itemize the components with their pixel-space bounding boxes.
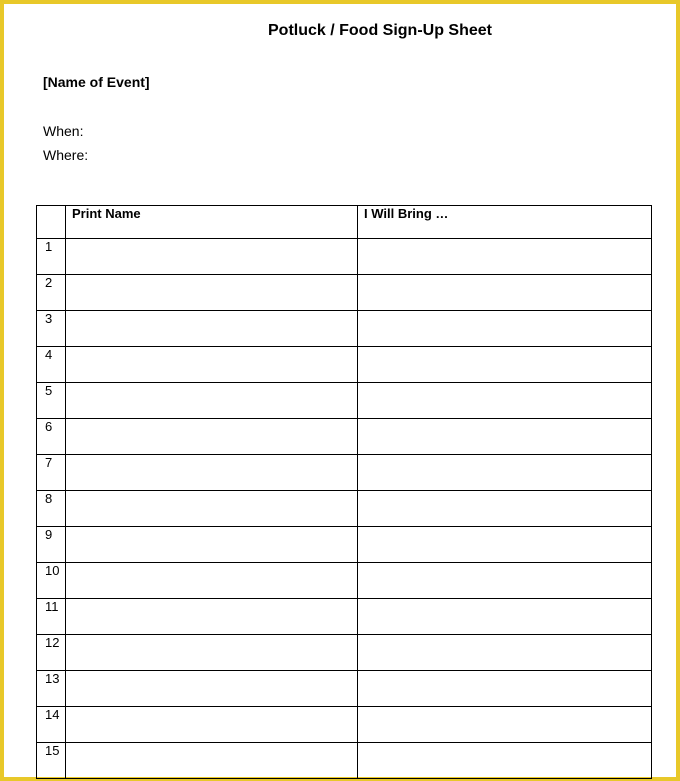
table-row [37,563,652,599]
i-will-bring-cell[interactable] [358,743,652,779]
print-name-cell[interactable] [66,419,358,455]
row-number: 9 [37,527,66,563]
row-number: 13 [37,671,66,707]
row-number: 8 [37,491,66,527]
i-will-bring-cell[interactable] [358,419,652,455]
row-number: 6 [37,419,66,455]
print-name-cell[interactable] [66,599,358,635]
table-row [37,527,652,563]
row-number: 7 [37,455,66,491]
print-name-cell[interactable] [66,455,358,491]
i-will-bring-cell[interactable] [358,383,652,419]
print-name-cell[interactable] [66,707,358,743]
row-number: 10 [37,563,66,599]
i-will-bring-cell[interactable] [358,671,652,707]
table-header-row [37,206,652,239]
i-will-bring-cell[interactable] [358,275,652,311]
print-name-cell[interactable] [66,311,358,347]
table-row [37,455,652,491]
i-will-bring-cell[interactable] [358,239,652,275]
table-row [37,347,652,383]
row-number: 5 [37,383,66,419]
row-number: 11 [37,599,66,635]
i-will-bring-cell[interactable] [358,311,652,347]
table-row [37,383,652,419]
print-name-cell[interactable] [66,563,358,599]
header-i-will-bring: I Will Bring … [358,206,652,239]
table-row [37,599,652,635]
where-label: Where: [43,147,89,163]
print-name-cell[interactable] [66,239,358,275]
print-name-cell[interactable] [66,527,358,563]
i-will-bring-cell[interactable] [358,599,652,635]
row-number: 4 [37,347,66,383]
document-title: Potluck / Food Sign-Up Sheet [268,22,492,39]
when-label: When: [43,123,84,139]
event-name: [Name of Event] [43,74,150,90]
i-will-bring-cell[interactable] [358,347,652,383]
table-row [37,311,652,347]
header-print-name: Print Name [66,206,358,239]
i-will-bring-cell[interactable] [358,527,652,563]
print-name-cell[interactable] [66,383,358,419]
row-number: 2 [37,275,66,311]
print-name-cell[interactable] [66,635,358,671]
row-number: 1 [37,239,66,275]
i-will-bring-cell[interactable] [358,707,652,743]
i-will-bring-cell[interactable] [358,455,652,491]
i-will-bring-cell[interactable] [358,635,652,671]
table-row [37,635,652,671]
signup-table [36,205,652,779]
print-name-cell[interactable] [66,347,358,383]
row-number: 3 [37,311,66,347]
row-number: 12 [37,635,66,671]
print-name-cell[interactable] [66,671,358,707]
table-row [37,239,652,275]
i-will-bring-cell[interactable] [358,563,652,599]
i-will-bring-cell[interactable] [358,491,652,527]
print-name-cell[interactable] [66,743,358,779]
table-row [37,419,652,455]
row-number: 15 [37,743,66,779]
header-number [37,206,66,239]
print-name-cell[interactable] [66,491,358,527]
print-name-cell[interactable] [66,275,358,311]
table-row [37,491,652,527]
table-row [37,707,652,743]
row-number: 14 [37,707,66,743]
table-row [37,275,652,311]
table-row [37,743,652,779]
table-row [37,671,652,707]
